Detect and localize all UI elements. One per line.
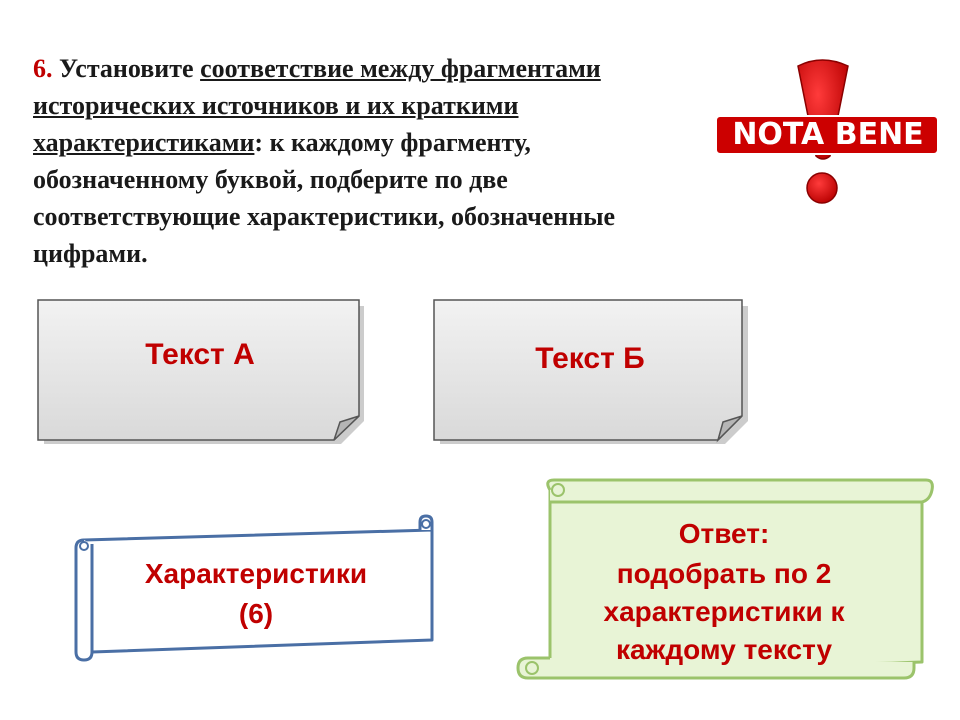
task-number: 6. xyxy=(33,54,53,83)
answer-line2: подобрать по 2 xyxy=(616,558,832,589)
card-text-b[interactable] xyxy=(432,298,748,444)
task-text-underlined: соответствие между фрагментами исторических источников и их краткими характеристиками xyxy=(33,54,601,157)
answer-line3: характеристики к xyxy=(603,596,845,627)
logo-text: NOTA BENE xyxy=(732,117,924,152)
answer-line4: каждому тексту xyxy=(615,634,833,665)
characteristics-line1: Характеристики xyxy=(144,558,368,589)
card-label: Текст А xyxy=(145,338,255,371)
answer-line1: Ответ: xyxy=(678,518,770,549)
card-label: Текст Б xyxy=(535,342,645,375)
answer-scroll[interactable] xyxy=(512,478,936,688)
task-text-after: : к каждому фрагменту, обозначенному буквой, подберите по две соответствующие характеристики, обозначенные цифрами. xyxy=(33,128,616,268)
characteristics-scroll[interactable] xyxy=(70,514,442,662)
nota-bene-logo xyxy=(712,52,944,214)
characteristics-line2: (6) xyxy=(238,598,274,629)
card-text-a[interactable] xyxy=(36,298,364,444)
task-text xyxy=(33,50,703,272)
task-text-before: Установите xyxy=(52,54,201,83)
